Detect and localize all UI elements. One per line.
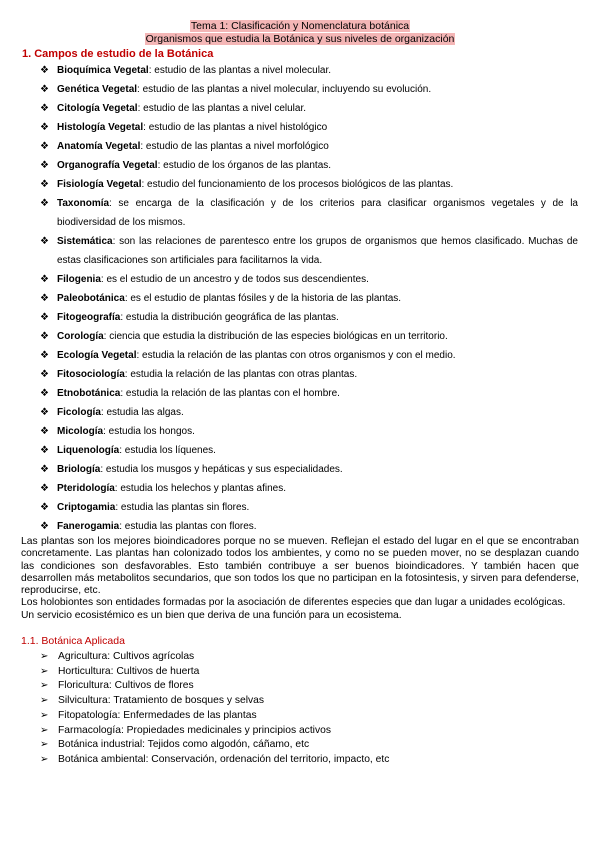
arrow-bullet-icon: ➢ — [40, 651, 49, 663]
topic-description: : estudia las plantas sin flores. — [115, 502, 250, 513]
applied-item-text: Silvicultura: Tratamiento de bosques y selvas — [58, 695, 265, 707]
diamond-bullet-icon: ❖ — [40, 141, 49, 152]
topic-item — [0, 365, 600, 384]
topic-item — [0, 517, 600, 536]
applied-item — [0, 724, 600, 739]
diamond-bullet-icon: ❖ — [40, 445, 49, 456]
topic-term: Sistemática — [57, 236, 113, 247]
topic-description: : son las relaciones de parentesco entre los grupos de organismos que hemos clasificado. Muchas de estas clasificaciones son artificiales para facilitarnos la vida. — [57, 236, 578, 266]
applied-item-text: Agricultura: Cultivos agrícolas — [58, 651, 195, 663]
applied-item-text: Floricultura: Cultivos de flores — [58, 680, 194, 692]
topic-term: Bioquímica Vegetal — [57, 65, 149, 76]
applied-item — [0, 665, 600, 680]
topic-description: : estudia la distribución geográfica de las plantas. — [120, 312, 339, 323]
topic-description: : estudio de las plantas a nivel molecular. — [148, 65, 332, 76]
topic-item — [0, 118, 600, 137]
topic-term: Filogenia — [57, 274, 101, 285]
topic-term: Pteridología — [57, 483, 115, 494]
diamond-bullet-icon: ❖ — [40, 312, 49, 323]
topic-description: : es el estudio de plantas fósiles y de la historia de las plantas. — [124, 293, 402, 304]
diamond-bullet-icon: ❖ — [40, 388, 49, 399]
diamond-bullet-icon: ❖ — [40, 160, 49, 171]
topic-term: Citología Vegetal — [57, 103, 138, 114]
topic-term: Ficología — [57, 407, 101, 418]
applied-item-text: Fitopatología: Enfermedades de las plantas — [58, 709, 257, 721]
topic-description: : estudia los hongos. — [103, 426, 195, 437]
topic-description: : estudio de las plantas a nivel molecular, incluyendo su evolución. — [137, 84, 432, 95]
applied-item — [0, 738, 600, 753]
applied-item-text: Horticultura: Cultivos de huerta — [58, 665, 200, 677]
section-heading-campos: 1. Campos de estudio de la Botánica — [22, 48, 214, 60]
topic-description: : estudia las plantas con flores. — [119, 521, 257, 532]
topic-description: : estudio de las plantas a nivel histológico — [143, 122, 328, 133]
topic-item — [0, 441, 600, 460]
diamond-bullet-icon: ❖ — [40, 122, 49, 133]
topic-description: : se encarga de la clasificación y de los criterios para clasificar organismos vegetales y de la biodiversidad de los mismos. — [57, 198, 578, 228]
diamond-bullet-icon: ❖ — [40, 103, 49, 114]
body-paragraph: Las plantas son los mejores bioindicadores porque no se mueven. Reflejan el estado del lugar en el que se encontraban concretamente. Las plantas han colonizado todos los ambientes, y como no se pueden mover, no se desplazan cuando las condiciones son desfavorables. Esto también contribuye a ser buenos bioindicadores. Y también hacen que desarrollen más metabolitos secundarios, que son todos los que no participan en la fotosintesis, y sirven para defenderse, reproducirse, etc. — [21, 536, 579, 597]
diamond-bullet-icon: ❖ — [40, 84, 49, 95]
topic-term: Organografía Vegetal — [57, 160, 158, 171]
applied-item — [0, 694, 600, 709]
topic-description: : estudio de las plantas a nivel celular. — [137, 103, 307, 114]
topic-term: Taxonomía — [57, 198, 110, 209]
document-title: Tema 1: Clasificación y Nomenclatura botánica — [190, 20, 410, 32]
topic-term: Fitosociología — [57, 369, 125, 380]
topic-term: Fanerogamia — [57, 521, 120, 532]
topic-item — [0, 137, 600, 156]
applied-item — [0, 679, 600, 694]
applied-item — [0, 650, 600, 665]
topic-description: : estudia los helechos y plantas afines. — [114, 483, 287, 494]
topic-item — [0, 194, 600, 232]
topic-term: Corología — [57, 331, 104, 342]
topic-item — [0, 175, 600, 194]
body-paragraph: Un servicio ecosistémico es un bien que deriva de una función para un ecosistema. — [21, 609, 402, 621]
paragraphs-block — [0, 536, 600, 622]
arrow-bullet-icon: ➢ — [40, 724, 49, 736]
topic-term: Histología Vegetal — [57, 122, 144, 133]
applied-item-text: Botánica ambiental: Conservación, ordenación del territorio, impacto, etc — [58, 754, 390, 765]
diamond-bullet-icon: ❖ — [40, 331, 49, 342]
topic-item — [0, 232, 600, 270]
topic-item — [0, 80, 600, 99]
diamond-bullet-icon: ❖ — [40, 521, 49, 532]
topic-item — [0, 99, 600, 118]
topic-item — [0, 346, 600, 365]
diamond-bullet-icon: ❖ — [40, 350, 49, 361]
topic-description: : estudia las algas. — [100, 407, 184, 418]
topic-term: Ecología Vegetal — [57, 350, 137, 361]
diamond-bullet-icon: ❖ — [40, 426, 49, 437]
topics-list — [0, 61, 600, 536]
topic-item — [0, 308, 600, 327]
topic-item — [0, 479, 600, 498]
topic-description: : ciencia que estudia la distribución de las especies biológicas en un territorio. — [103, 331, 448, 342]
topic-description: : estudia la relación de las plantas con el hombre. — [120, 388, 340, 399]
diamond-bullet-icon: ❖ — [40, 65, 49, 76]
topic-description: : estudio del funcionamiento de los procesos biológicos de las plantas. — [141, 179, 454, 190]
topic-term: Fisiología Vegetal — [57, 179, 142, 190]
arrow-bullet-icon: ➢ — [40, 665, 49, 677]
applied-item-text: Botánica industrial: Tejidos como algodón, cáñamo, etc — [58, 739, 310, 751]
diamond-bullet-icon: ❖ — [40, 198, 49, 209]
topic-item — [0, 460, 600, 479]
topic-description: : estudia la relación de las plantas con otras plantas. — [124, 369, 358, 380]
topic-term: Paleobotánica — [57, 293, 125, 304]
arrow-bullet-icon: ➢ — [40, 680, 49, 692]
topic-description: : estudia los musgos y hepáticas y sus especialidades. — [100, 464, 343, 475]
topic-description: : estudia la relación de las plantas con otros organismos y con el medio. — [136, 350, 456, 361]
topic-term: Micología — [57, 426, 104, 437]
applied-item — [0, 753, 600, 768]
diamond-bullet-icon: ❖ — [40, 274, 49, 285]
diamond-bullet-icon: ❖ — [40, 179, 49, 190]
topic-term: Briología — [57, 464, 101, 475]
arrow-bullet-icon: ➢ — [40, 709, 49, 721]
topic-description: : es el estudio de un ancestro y de todos sus descendientes. — [100, 274, 369, 285]
diamond-bullet-icon: ❖ — [40, 369, 49, 380]
topic-item — [0, 289, 600, 308]
topic-item — [0, 61, 600, 80]
body-paragraph: Los holobiontes son entidades formadas por la asociación de diferentes especies que dan lugar a unidades ecológicas. — [21, 597, 566, 609]
applied-item-text: Farmacología: Propiedades medicinales y principios activos — [58, 724, 331, 736]
topic-term: Criptogamia — [57, 502, 116, 513]
topic-item — [0, 384, 600, 403]
diamond-bullet-icon: ❖ — [40, 464, 49, 475]
arrow-bullet-icon: ➢ — [40, 695, 49, 707]
topic-term: Genética Vegetal — [57, 84, 138, 95]
diamond-bullet-icon: ❖ — [40, 407, 49, 418]
topic-term: Fitogeografía — [57, 312, 121, 323]
topic-term: Anatomía Vegetal — [57, 141, 141, 152]
applied-item — [0, 709, 600, 724]
topic-item — [0, 403, 600, 422]
topic-description: : estudio de los órganos de las plantas. — [157, 160, 332, 171]
topic-description: : estudio de las plantas a nivel morfológico — [140, 141, 329, 152]
diamond-bullet-icon: ❖ — [40, 502, 49, 513]
arrow-bullet-icon: ➢ — [40, 754, 49, 765]
topic-term: Etnobotánica — [57, 388, 121, 399]
section-heading-aplicada: 1.1. Botánica Aplicada — [21, 635, 125, 648]
applied-list — [0, 650, 600, 768]
diamond-bullet-icon: ❖ — [40, 483, 49, 494]
topic-item — [0, 422, 600, 441]
topic-item — [0, 270, 600, 289]
document-subtitle: Organismos que estudia la Botánica y sus niveles de organización — [145, 33, 455, 45]
diamond-bullet-icon: ❖ — [40, 293, 49, 304]
topic-description: : estudia los líquenes. — [119, 445, 216, 456]
topic-item — [0, 156, 600, 175]
topic-item — [0, 498, 600, 517]
topic-term: Liquenología — [57, 445, 120, 456]
topic-item — [0, 327, 600, 346]
arrow-bullet-icon: ➢ — [40, 739, 49, 751]
diamond-bullet-icon: ❖ — [40, 236, 49, 247]
